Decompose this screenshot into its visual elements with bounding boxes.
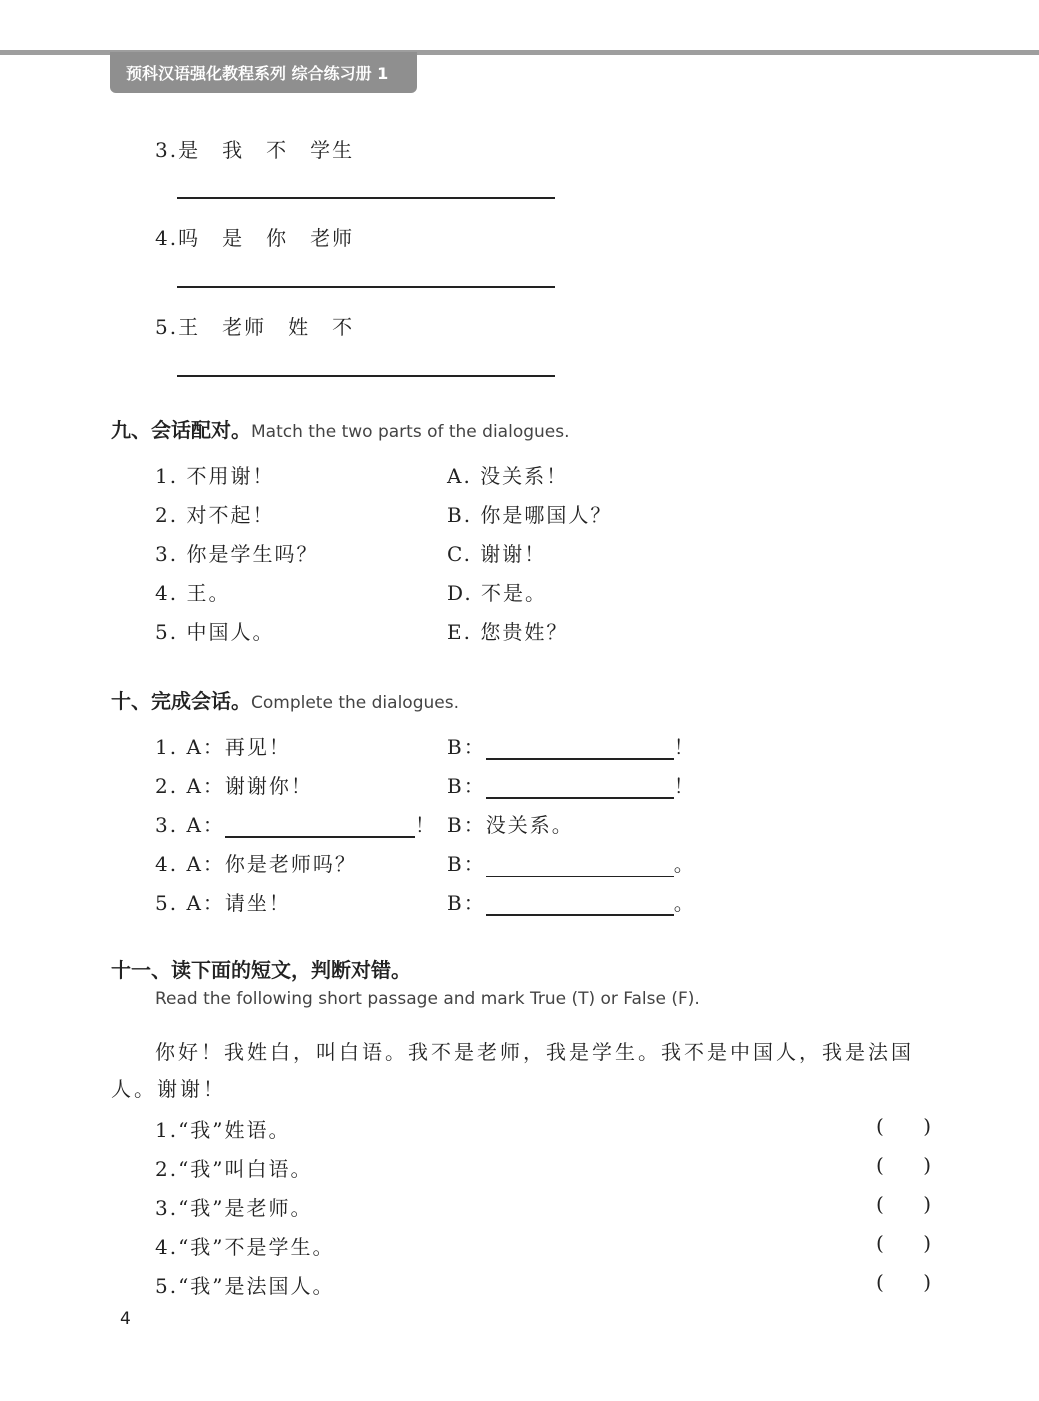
match-right-d: D. 不是。	[447, 581, 548, 605]
statement-3: 3.“我”是老师。	[155, 1196, 313, 1220]
match-right-b: B. 你是哪国人？	[447, 503, 613, 527]
statement-1: 1.“我”姓语。	[155, 1118, 291, 1142]
statement-2: 2.“我”叫白语。	[155, 1157, 313, 1181]
book-series-title: 预科汉语强化教程系列 综合练习册 1	[110, 52, 417, 93]
answer-blank[interactable]	[486, 892, 674, 916]
section-9-title: 九、会话配对。Match the two parts of the dialogues.	[111, 418, 570, 442]
answer-line-4[interactable]	[177, 286, 555, 288]
dialogue-1-a: 1. A：再见！	[155, 735, 291, 759]
reading-passage: 你好！我姓白，叫白语。我不是老师，我是学生。我不是中国人，我是法国人。谢谢！	[111, 1040, 914, 1101]
match-left-5: 5. 中国人。	[155, 620, 275, 644]
answer-parens-3[interactable]: ( )	[876, 1192, 931, 1216]
dialogue-4-a: 4. A：你是老师吗？	[155, 852, 357, 876]
answer-parens-5[interactable]: ( )	[876, 1270, 931, 1294]
answer-parens-1[interactable]: ( )	[876, 1114, 931, 1138]
dialogue-4-b: B： 。	[447, 852, 696, 876]
section-11-subtitle: Read the following short passage and mark True (T) or False (F).	[155, 989, 700, 1009]
answer-blank[interactable]	[225, 814, 415, 838]
answer-parens-4[interactable]: ( )	[876, 1231, 931, 1255]
dialogue-2-b: B： ！	[447, 774, 696, 798]
section-10-title: 十、完成会话。Complete the dialogues.	[111, 689, 459, 713]
dialogue-3-b: B：没关系。	[447, 813, 574, 837]
match-left-2: 2. 对不起！	[155, 503, 275, 527]
dialogue-1-b: B： ！	[447, 735, 696, 759]
match-left-3: 3. 你是学生吗？	[155, 542, 319, 566]
section-11-title: 十一、读下面的短文，判断对错。	[111, 958, 411, 982]
match-right-c: C. 谢谢！	[447, 542, 547, 566]
answer-blank[interactable]	[486, 854, 674, 877]
statement-5: 5.“我”是法国人。	[155, 1274, 335, 1298]
ordering-item-5: 5.王 老师 姓 不	[155, 315, 355, 339]
match-right-a: A. 没关系！	[447, 464, 569, 488]
answer-line-5[interactable]	[177, 375, 555, 377]
answer-blank[interactable]	[486, 775, 674, 799]
ordering-item-4: 4.吗 是 你 老师	[155, 226, 355, 250]
answer-parens-2[interactable]: ( )	[876, 1153, 931, 1177]
page-number: 4	[120, 1309, 131, 1329]
match-right-e: E. 您贵姓？	[447, 620, 569, 644]
dialogue-2-a: 2. A：谢谢你！	[155, 774, 313, 798]
dialogue-3-a: 3. A： ！	[155, 813, 437, 837]
match-left-4: 4. 王。	[155, 581, 231, 605]
match-left-1: 1. 不用谢！	[155, 464, 275, 488]
answer-blank[interactable]	[486, 736, 674, 760]
answer-line-3[interactable]	[177, 197, 555, 199]
ordering-item-3: 3.是 我 不 学生	[155, 138, 355, 162]
dialogue-5-b: B： 。	[447, 891, 696, 915]
dialogue-5-a: 5. A：请坐！	[155, 891, 291, 915]
statement-4: 4.“我”不是学生。	[155, 1235, 335, 1259]
